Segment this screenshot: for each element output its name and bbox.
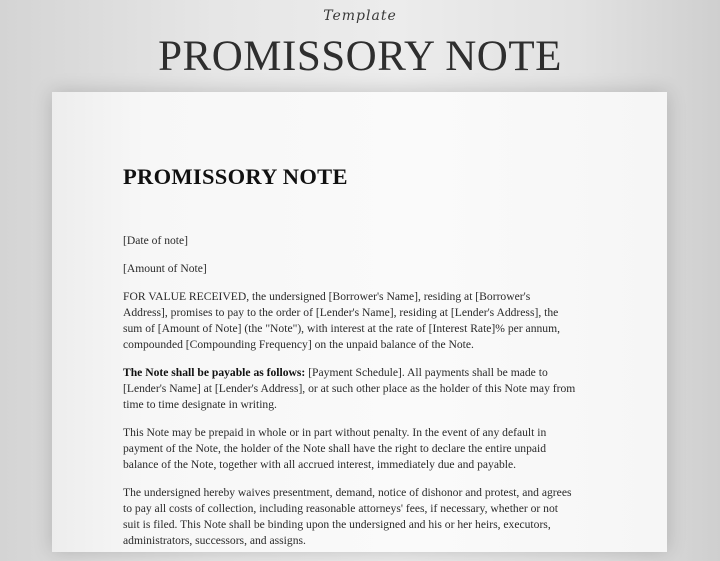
document-body — [123, 233, 593, 561]
paragraph-value-received — [123, 289, 593, 353]
text-line: This Note may be prepaid in whole or in part without penalty. In the event of any default in — [123, 426, 547, 439]
text-line — [123, 365, 593, 381]
text-line: administrators, successors, and assigns. — [123, 534, 306, 547]
paragraph-payment-terms — [123, 365, 593, 413]
text-line: Address], promises to pay to the order of [Lender's Name], residing at [Lender's Address], the — [123, 306, 559, 319]
payable-heading: The Note shall be payable as follows: — [123, 366, 306, 379]
text-line: to pay all costs of collection, including reasonable attorneys' fees, if necessary, whether or not — [123, 502, 558, 515]
template-script-label: Template — [323, 8, 397, 24]
text-segment: [Payment Schedule]. All payments shall be made to — [305, 366, 548, 379]
date-field: [Date of note] — [123, 234, 189, 247]
banner-title: PROMISSORY NOTE — [158, 33, 562, 80]
text-line: FOR VALUE RECEIVED, the undersigned [Borrower's Name], residing at [Borrower's — [123, 290, 531, 303]
amount-field: [Amount of Note] — [123, 262, 207, 275]
text-line: balance of the Note, together with all accrued interest, immediately due and payable. — [123, 458, 517, 471]
document-page — [52, 92, 667, 552]
text-line: time to time designate in writing. — [123, 398, 277, 411]
paragraph-waiver — [123, 485, 593, 549]
text-line: [Lender's Name] at [Lender's Address], or at such other place as the holder of this Note may from — [123, 382, 576, 395]
text-line: sum of [Amount of Note] (the "Note"), with interest at the rate of [Interest Rate]% per annum, — [123, 322, 561, 335]
text-line: The undersigned hereby waives presentment, demand, notice of dishonor and protest, and agrees — [123, 486, 572, 499]
paragraph-prepayment — [123, 425, 593, 473]
text-line: compounded [Compounding Frequency] on the unpaid balance of the Note. — [123, 338, 474, 351]
text-line: payment of the Note, the holder of the Note shall have the right to declare the entire unpaid — [123, 442, 547, 455]
document-title: PROMISSORY NOTE — [123, 164, 348, 189]
text-line: suit is filed. This Note shall be binding upon the undersigned and his or her heirs, executors, — [123, 518, 551, 531]
